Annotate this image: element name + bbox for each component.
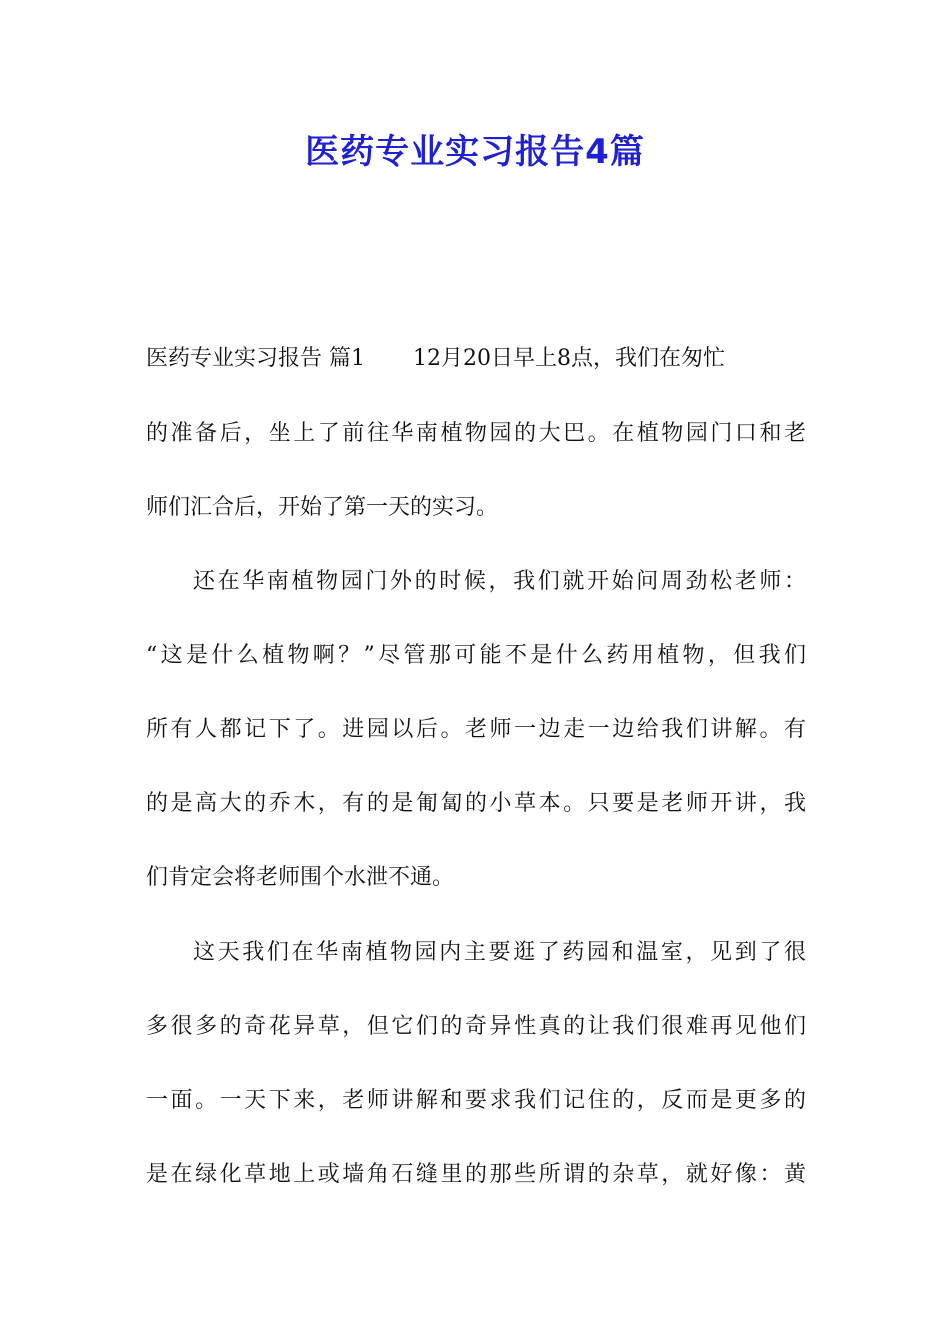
paragraph-2-line-2: “这是什么植物啊？”尽管那可能不是什么药用植物，但我们: [146, 643, 806, 668]
paragraph-2-line-3: 所有人都记下了。进园以后。老师一边走一边给我们讲解。有: [146, 717, 806, 742]
paragraph-3-line-1: 这天我们在华南植物园内主要逛了药园和温室，见到了很: [193, 940, 806, 965]
paragraph-1-line-3: 师们汇合后，开始了第一天的实习。: [146, 495, 499, 520]
paragraph-2-line-5: 们肯定会将老师围个水泄不通。: [146, 865, 455, 890]
paragraph-3-line-3: 一面。一天下来，老师讲解和要求我们记住的，反而是更多的: [146, 1088, 806, 1113]
paragraph-2-line-1: 还在华南植物园门外的时候，我们就开始问周劲松老师：: [193, 569, 806, 594]
paragraph-1-line-1: [146, 343, 806, 375]
paragraph-2-line-4: 的是高大的乔木，有的是匍匐的小草本。只要是老师开讲，我: [146, 791, 806, 816]
section-label: 医药专业实习报告 篇1: [146, 346, 365, 371]
paragraph-1-line-1-text: 12月20日早上8点，我们在匆忙: [413, 346, 725, 371]
paragraph-1-line-2: 的准备后，坐上了前往华南植物园的大巴。在植物园门口和老: [146, 421, 806, 446]
paragraph-3-line-2: 多很多的奇花异草，但它们的奇异性真的让我们很难再见他们: [146, 1014, 806, 1039]
paragraph-3-line-4: 是在绿化草地上或墙角石缝里的那些所谓的杂草，就好像：黄: [146, 1162, 806, 1187]
document-title: 医药专业实习报告4篇: [305, 132, 645, 172]
